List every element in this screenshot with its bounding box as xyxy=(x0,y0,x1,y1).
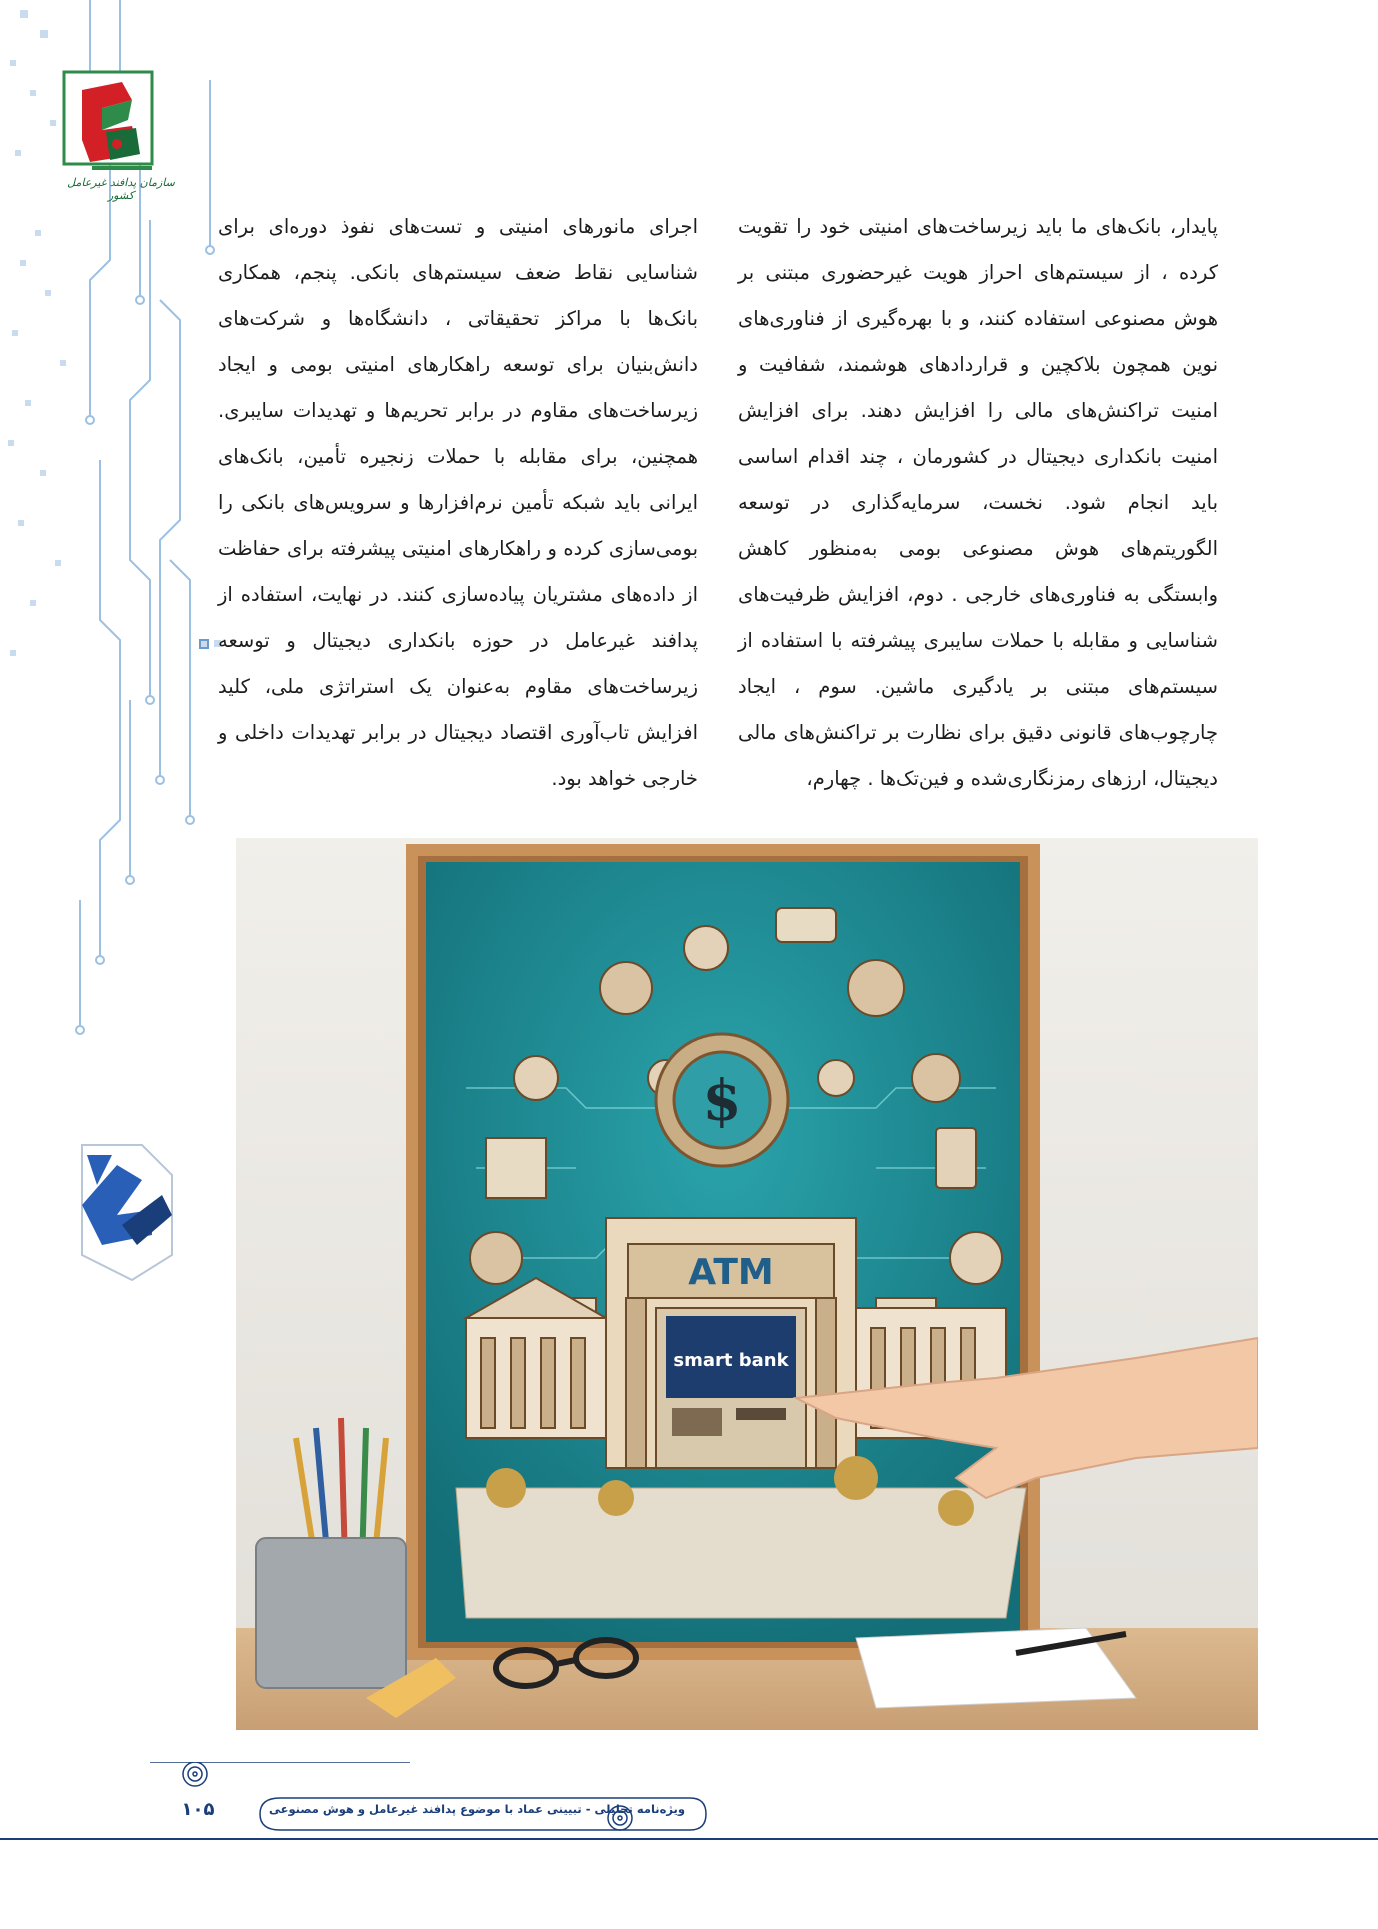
atm-machine xyxy=(656,1308,806,1468)
page-number: ۱۰۵ xyxy=(181,1799,215,1820)
footer-decoration xyxy=(150,1762,710,1832)
paragraph: اجرای مانورهای امنیتی و تست‌های نفوذ دوره‌ای برای شناسایی نقاط ضعف سیستم‌های بانکی. پنجم، همکاری بانک‌ها با مراکز تحقیقاتی ، دانشگاه‌ها و شرکت‌های دانش‌بنیان برای توسعه راهکارهای امنیتی بومی و ایجاد زیرساخت‌های مقاوم در برابر تحریم‌ها و تهدیدات سایبری. همچنین، برای مقابله با حملات زنجیره تأمین، بانک‌های ایرانی باید شبکه تأمین نرم‌افزارها و سرویس‌های بانکی را بومی‌سازی کرده و راهکارهای امنیتی پیشرفته برای حفاظت از داده‌های مشتریان پیاده‌سازی کنند. در نهایت، استفاده از پدافند غیرعامل در حوزه بانکداری دیجیتال و توسعه زیرساخت‌های مقاوم به‌عنوان یک استراتژی ملی، کلید افزایش تاب‌آوری اقتصاد دیجیتال در برابر تهدیدات داخلی و خارجی خواهد بود. xyxy=(218,215,698,790)
paragraph: پایدار، بانک‌های ما باید زیرساخت‌های امنیتی خود را تقویت کرده ، از سیستم‌های احراز هویت غیرحضوری مبتنی بر هوش مصنوعی استفاده کنند، و با بهره‌گیری از فناوری‌های نوین همچون بلاکچین و قراردادهای هوشمند، شفافیت و امنیت تراکنش‌های مالی را افزایش دهند. برای افزایش امنیت بانکداری دیجیتال در کشورمان ، چند اقدام اساسی باید انجام شود. نخست، سرمایه‌گذاری در توسعه الگوریتم‌های هوش مصنوعی بومی به‌منظور کاهش وابستگی به فناوری‌های خارجی . دوم، افزایش ظرفیت‌های شناسایی و مقابله با حملات سایبری پیشرفته با استفاده از سیستم‌های مبتنی بر یادگیری ماشین. سوم ، ایجاد چارچوب‌های قانونی دقیق برای نظارت بر تراکنش‌های مالی دیجیتال، ارزهای رمزنگاری‌شده و فین‌تک‌ها . چهارم، xyxy=(738,215,1218,790)
emad-logo-icon xyxy=(62,1135,192,1285)
dollar-medallion xyxy=(656,1034,788,1166)
org-caption: سازمان پدافند غیرعامل کشور xyxy=(67,176,175,202)
body-column-left xyxy=(218,204,698,802)
atm-screen-text: smart bank xyxy=(673,1350,789,1371)
smart-bank-illustration xyxy=(236,838,1258,1730)
atm-sign: ATM xyxy=(688,1252,774,1293)
footer-title: ویژه‌نامه تحلیلی - تبیینی عماد با موضوع پدافند غیرعامل و هوش مصنوعی xyxy=(268,1802,686,1816)
dollar-symbol: $ xyxy=(702,1068,742,1134)
footer-rule xyxy=(0,1838,1378,1841)
body-column-right xyxy=(738,204,1218,802)
